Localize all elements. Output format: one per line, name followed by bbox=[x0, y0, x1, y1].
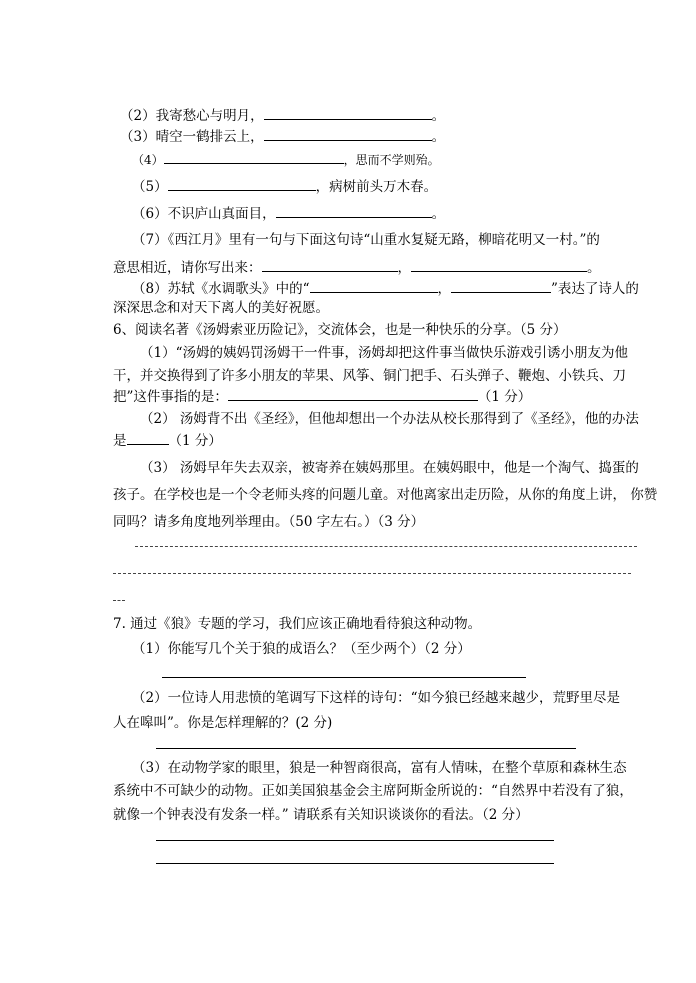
answer-blank[interactable] bbox=[264, 106, 432, 120]
q7-sub1: （1）你能写几个关于狼的成语么？（至少两个）（2 分） bbox=[132, 641, 471, 657]
q5-item7-line2 bbox=[113, 258, 601, 277]
answer-line[interactable] bbox=[135, 546, 637, 547]
q5-item8-suffix: ”表达了诗人的 bbox=[551, 281, 639, 297]
answer-line[interactable] bbox=[113, 573, 631, 574]
q5-item6 bbox=[132, 204, 445, 223]
q5-item2 bbox=[120, 106, 445, 125]
q5-item8-line1 bbox=[132, 279, 639, 298]
answer-blank[interactable] bbox=[164, 150, 344, 164]
answer-line[interactable] bbox=[156, 863, 554, 864]
q5-item7-suffix: 。 bbox=[587, 260, 601, 276]
q5-item3-prefix: （3）晴空一鹤排云上， bbox=[120, 129, 264, 145]
q7-sub2-line2: 人在嗥叫”。你是怎样理解的？(2 分) bbox=[113, 715, 333, 731]
q5-item3 bbox=[120, 127, 445, 146]
q5-item2-prefix: （2）我寄愁心与明月， bbox=[120, 108, 264, 124]
q5-item7-sep: ， bbox=[397, 260, 411, 276]
q5-item5-suffix: ，病树前头万木春。 bbox=[315, 179, 438, 195]
q6-sub1-line1: （1）“汤姆的姨妈罚汤姆干一件事，汤姆却把这件事当做快乐游戏引诱小朋友为他 bbox=[140, 345, 628, 361]
q5-item6-prefix: （6）不识庐山真面目， bbox=[132, 206, 276, 222]
q7-sub3-line1: （3）在动物学家的眼里，狼是一种智商很高，富有人情味，在整个草原和森林生态 bbox=[132, 760, 627, 776]
q5-item3-suffix: 。 bbox=[431, 129, 446, 145]
answer-blank[interactable] bbox=[168, 177, 316, 191]
q7-sub3-line2: 系统中不可缺少的动物。正如美国狼基金会主席阿斯金所说的：“自然界中若没有了狼， bbox=[113, 783, 633, 799]
q7-sub2-line1: （2）一位诗人用悲愤的笔调写下这样的诗句：“如今狼已经越来越少，荒野里尽是 bbox=[132, 690, 620, 706]
q6-sub2-line2 bbox=[113, 431, 222, 450]
q5-item8-line2: 深深思念和对天下离人的美好祝愿。 bbox=[113, 300, 329, 316]
answer-blank[interactable] bbox=[228, 387, 478, 401]
q6-sub2-line1: （2） 汤姆背不出《圣经》，但他却想出一个办法从校长那得到了《圣经》，他的办法 bbox=[140, 411, 639, 427]
answer-blank[interactable] bbox=[451, 279, 551, 293]
q5-item8-prefix: （8）苏轼《水调歌头》中的“ bbox=[132, 281, 310, 297]
q6-sub1-prefix: 把”这件事指的是： bbox=[113, 389, 228, 405]
q5-item5 bbox=[132, 177, 437, 196]
q6-sub1-line2: 干，并交换得到了许多小朋友的苹果、风筝、铜门把手、石头弹子、鞭炮、小铁兵、刀 bbox=[113, 368, 626, 384]
q5-item7-prefix: 意思相近，请你写出来： bbox=[113, 260, 262, 276]
q5-item4-suffix: ，思而不学则殆。 bbox=[343, 153, 440, 167]
q7-sub3-line3: 就像一个钟表没有发条一样。” 请联系有关知识谈谈你的看法。（2 分） bbox=[113, 807, 529, 823]
q6-sub2-prefix: 是 bbox=[113, 433, 127, 449]
q5-item5-prefix: （5） bbox=[132, 179, 168, 195]
q5-item2-suffix: 。 bbox=[431, 108, 446, 124]
q6-sub3-line2: 孩子。在学校也是一个令老师头疼的问题儿童。对他离家出走历险，从你的角度上讲， 你赞 bbox=[113, 487, 658, 503]
q7-heading: 7. 通过《狼》专题的学习，我们应该正确地看待狼这种动物。 bbox=[113, 616, 482, 632]
q6-sub1-line3 bbox=[113, 387, 531, 406]
answer-blank[interactable] bbox=[276, 204, 432, 218]
answer-blank[interactable] bbox=[411, 258, 587, 272]
q5-item4 bbox=[132, 150, 440, 169]
answer-line[interactable] bbox=[156, 840, 554, 841]
q5-item4-prefix: （4） bbox=[132, 153, 164, 167]
answer-line[interactable] bbox=[156, 748, 576, 749]
q5-item7-line1: （7）《西江月》里有一句与下面这句诗“山重水复疑无路，柳暗花明又一村。”的 bbox=[132, 232, 600, 248]
answer-blank[interactable] bbox=[262, 258, 398, 272]
q6-sub2-suffix: （1 分） bbox=[168, 433, 222, 449]
q6-heading: 6、阅读名著《汤姆索亚历险记》，交流体会，也是一种快乐的分享。（5 分） bbox=[113, 322, 567, 338]
answer-blank[interactable] bbox=[310, 279, 438, 293]
answer-line[interactable] bbox=[113, 600, 125, 601]
q6-sub3-line1: （3） 汤姆早年失去双亲，被寄养在姨妈那里。在姨妈眼中，他是一个淘气、捣蛋的 bbox=[140, 460, 639, 476]
q5-item8-sep: ， bbox=[437, 281, 451, 297]
answer-line[interactable] bbox=[162, 677, 526, 678]
answer-blank[interactable] bbox=[264, 127, 432, 141]
q5-item6-suffix: 。 bbox=[431, 206, 446, 222]
q6-sub3-line3: 同吗？请多角度地列举理由。（50 字左右。）（3 分） bbox=[113, 514, 425, 530]
q6-sub1-suffix: （1 分） bbox=[477, 389, 532, 405]
answer-blank[interactable] bbox=[127, 431, 169, 445]
